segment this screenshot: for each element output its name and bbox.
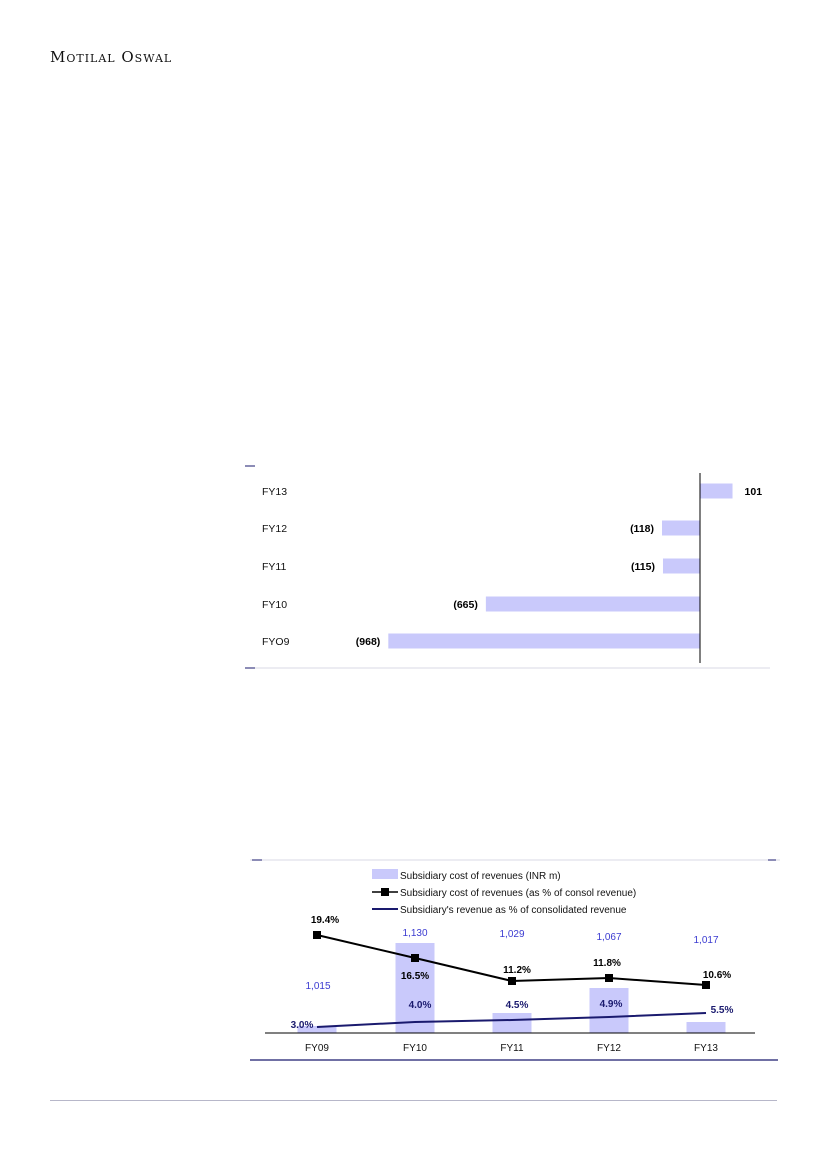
revenue-pct-label: 4.5% bbox=[505, 1000, 529, 1011]
bar-value-label: 1,130 bbox=[402, 928, 428, 939]
bar-fy13 bbox=[700, 484, 733, 499]
category-label: FY11 bbox=[500, 1043, 524, 1054]
cost-pct-marker bbox=[411, 954, 419, 962]
bar-fy12 bbox=[590, 988, 629, 1033]
category-label: FY10 bbox=[403, 1043, 427, 1054]
category-label: FY11 bbox=[262, 561, 287, 573]
value-label: (665) bbox=[453, 599, 478, 611]
bar-value-label: 1,015 bbox=[305, 981, 331, 992]
footer-rule bbox=[50, 1100, 777, 1101]
bar-fy09 bbox=[388, 634, 700, 649]
cost-pct-label: 11.2% bbox=[503, 965, 531, 976]
value-label: (115) bbox=[631, 561, 655, 573]
cost-pct-label: 11.8% bbox=[593, 958, 621, 969]
category-label: FY09 bbox=[305, 1043, 329, 1054]
cost-pct-marker bbox=[605, 974, 613, 982]
bar-fy10 bbox=[486, 597, 700, 612]
category-label: FY12 bbox=[597, 1043, 621, 1054]
category-label: FY12 bbox=[262, 523, 288, 535]
value-label: (118) bbox=[630, 523, 655, 535]
bar-fy11 bbox=[663, 559, 700, 574]
subsidiary-cost-combo-chart bbox=[245, 855, 785, 1070]
cost-pct-label: 16.5% bbox=[400, 971, 430, 982]
legend-label: Subsidiary cost of revenues (INR m) bbox=[400, 871, 561, 882]
cost-pct-label: 19.4% bbox=[310, 915, 340, 926]
brand-logo: Motilal Oswal bbox=[50, 48, 173, 66]
revenue-pct-label: 3.0% bbox=[290, 1020, 314, 1031]
legend-label: Subsidiary cost of revenues (as % of consol revenue) bbox=[400, 888, 637, 899]
bar-fy12 bbox=[662, 521, 700, 536]
cost-pct-marker bbox=[702, 981, 710, 989]
category-label: FYO9 bbox=[262, 636, 290, 648]
legend-swatch-marker bbox=[381, 888, 389, 896]
subsidiary-profit-bar-chart bbox=[230, 460, 775, 675]
cost-pct-marker bbox=[508, 977, 516, 985]
legend-label: Subsidiary's revenue as % of consolidated revenue bbox=[400, 905, 627, 916]
value-label: 101 bbox=[744, 486, 763, 498]
revenue-pct-label: 4.0% bbox=[408, 1000, 432, 1011]
bar-value-label: 1,067 bbox=[596, 932, 622, 943]
cost-pct-label: 10.6% bbox=[702, 970, 732, 981]
bar-fy11 bbox=[493, 1013, 532, 1033]
revenue-pct-label: 4.9% bbox=[599, 999, 623, 1010]
revenue-pct-label: 5.5% bbox=[710, 1005, 734, 1016]
category-label: FY10 bbox=[262, 599, 288, 611]
category-label: FY13 bbox=[262, 486, 288, 498]
bar-value-label: 1,017 bbox=[693, 935, 719, 946]
value-label: (968) bbox=[355, 636, 381, 648]
bar-fy13 bbox=[687, 1022, 726, 1033]
bar-value-label: 1,029 bbox=[499, 929, 525, 940]
category-label: FY13 bbox=[694, 1043, 718, 1054]
cost-pct-marker bbox=[313, 931, 321, 939]
legend-swatch-bar bbox=[372, 869, 398, 879]
